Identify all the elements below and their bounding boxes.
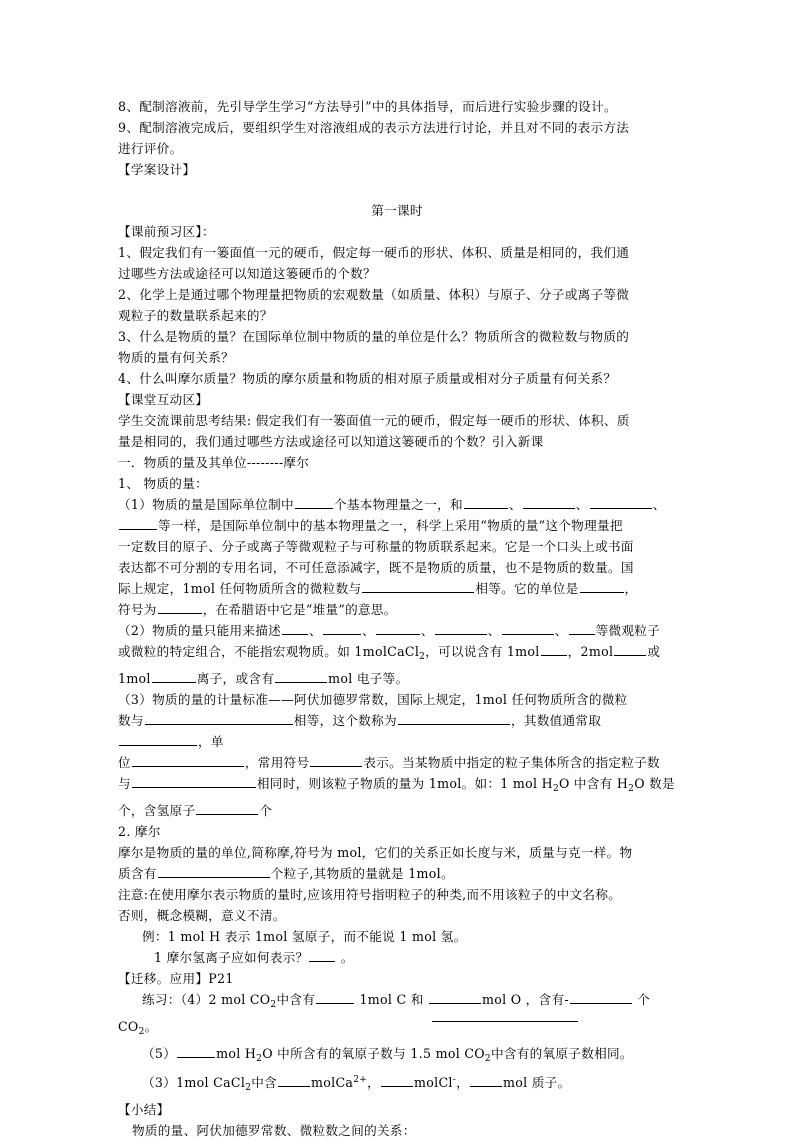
blank[interactable] (398, 711, 510, 725)
blank[interactable] (381, 1073, 413, 1087)
exercise-3: （3）1mol CaCl$_2$中含 molCa$^{2+}$， molCl-， mol 质子。 (142, 1075, 571, 1093)
para1-line-b: 等一样，是国际单位制中的基本物理量之一，科学上采用“物质的量”这个物理量把 (118, 515, 676, 536)
blank[interactable] (278, 1073, 310, 1087)
preview-q2a: 2、化学上是通过哪个物理量把物质的宏观数量（如质量、体积）与原子、分子或离子等微 (118, 287, 630, 302)
preview-q3b: 物质的量有何关系？ (118, 350, 235, 365)
exercise-5: （5） mol $H_2O$ 中所含有的氧原子数与 1.5 mol $CO_2$中含有的氧原子数相同。 (142, 1046, 633, 1064)
blank[interactable] (435, 621, 487, 635)
mole-line-a: 摩尔是物质的量的单位,简称摩,符号为 mol，它们的关系正如长度与米，质量与克一样。物 (118, 845, 633, 860)
exchange-b: 量是相同的，我们通过哪些方法或途径可以知道这篓硬币的个数？引入新课 (118, 434, 544, 449)
blank[interactable] (132, 753, 244, 767)
note-line-a: 注意:在使用摩尔表示物质的量时,应该用符号指明粒子的种类,而不用该粒子的中文名称。 (118, 887, 622, 902)
para1-line-f: 符号为 ，在希腊语中它是“堆量”的意思。 (118, 602, 397, 617)
blank[interactable] (541, 642, 567, 656)
blank[interactable] (376, 621, 420, 635)
para1-line-e: 际上规定，1mol 任何物质所含的微粒数与 相等。它的单位是 ， (118, 581, 638, 596)
spacer (118, 180, 676, 200)
apply-heading: 【迁移。应用】P21 (118, 971, 234, 986)
blank[interactable] (275, 669, 327, 683)
blank[interactable] (158, 600, 202, 614)
para3-line-d: 与 相同时，则该粒子物质的量为 1mol。如：1 mol $H_2O$ 中含有 $H_2O$ 数是 (118, 776, 675, 794)
blank[interactable] (316, 990, 354, 1004)
line-8: 8、配制溶液前，先引导学生学习“方法导引”中的具体指导，而后进行实验步骤的设计。 (118, 99, 617, 114)
preview-q3a: 3、什么是物质的量？在国际单位制中物质的量的单位是什么？物质所含的微粒数与物质的 (118, 329, 630, 344)
para1-line-a: （1）物质的量是国际单位制中 个基本物理量之一，和 、 、 、 (118, 497, 666, 512)
para3-line-b: 数与 相等，这个数称为 ，其数值通常取，单 (118, 713, 602, 749)
blank[interactable] (309, 948, 335, 962)
example-line: 例：1 mol H 表示 1mol 氢原子，而不能说 1 mol 氢。 (142, 929, 467, 944)
interact-heading: 【课堂互动区】 (118, 392, 209, 407)
blank[interactable] (152, 669, 196, 683)
para2-line-a: （2）物质的量只能用来描述 、 、 、 、 、 等微观粒子 (118, 623, 661, 638)
blank[interactable] (569, 621, 595, 635)
line-9b: 进行评价。 (118, 141, 183, 156)
blank[interactable] (119, 516, 157, 530)
note-line-b: 否则，概念模糊，意义不清。 (118, 908, 286, 923)
blank[interactable] (464, 495, 508, 509)
preview-q4: 4、什么叫摩尔质量？物质的摩尔质量和物质的相对原子质量或相对分子质量有何关系？ (118, 371, 617, 386)
design-heading: 【学案设计】 (118, 162, 196, 177)
mole-line-b: 质含有 个粒子,其物质的量就是 1mol。 (118, 866, 454, 881)
preview-q1b: 过哪些方法或途径可以知道这篓硬币的个数？ (118, 266, 376, 281)
h-ion-question: 1 摩尔氢离子应如何表示？ 。 (154, 950, 354, 965)
blank[interactable] (470, 1073, 502, 1087)
exercise-4-line-a: 练习：（4）2 mol $CO_2$中含有 1mol C 和 mol O ，含有- 个 (142, 992, 651, 1010)
blank[interactable] (580, 579, 624, 593)
preview-q2b: 观粒子的数量联系起来的？ (118, 308, 273, 323)
blank[interactable] (570, 990, 632, 1004)
blank[interactable] (614, 642, 646, 656)
section-1-title: 一．物质的量及其单位--------摩尔 (118, 455, 310, 470)
para2-line-b: 或微粒的特定组合，不能指宏观物质。如 1molCaCl$_2$，可以说含有 1mol ，2mol 或 (118, 644, 661, 662)
blank[interactable] (502, 621, 554, 635)
blank[interactable] (132, 774, 256, 788)
blank[interactable] (523, 495, 575, 509)
lesson-title: 第一课时 (371, 203, 423, 218)
subsection-1-title: 1、 物质的量： (118, 476, 208, 491)
blank[interactable] (158, 864, 270, 878)
blank[interactable] (429, 990, 481, 1004)
blank[interactable] (119, 732, 197, 746)
exchange-a: 学生交流课前思考结果: 假定我们有一篓面值一元的硬币，假定每一硬币的形状、体积、质 (118, 413, 630, 428)
blank[interactable] (323, 621, 361, 635)
blank[interactable] (295, 495, 333, 509)
document-page (118, 96, 676, 1141)
summary-heading: 【小结】 (118, 1102, 170, 1117)
para3-line-c: 位 ，常用符号 表示。当某物质中指定的粒子集体所含的指定粒子数 (118, 755, 660, 770)
blank[interactable] (145, 711, 293, 725)
summary-relation: 物质的量、阿伏加德罗常数、微粒数之间的关系： (132, 1123, 416, 1138)
preview-heading: 【课前预习区】： (118, 224, 215, 239)
subsection-2-title: 2. 摩尔 (118, 824, 161, 839)
blank[interactable] (310, 753, 362, 767)
blank[interactable] (196, 801, 258, 815)
blank[interactable] (282, 621, 308, 635)
preview-q1a: 1、假定我们有一篓面值一元的硬币，假定每一硬币的形状、体积、质量是相同的，我们通 (118, 245, 630, 260)
para3-line-a: （3）物质的量的计量标准——阿伏加德罗常数，国际上规定，1mol 任何物质所含的微粒 (118, 692, 628, 707)
para2-line-c: 1mol 离子，或含有 mol 电子等。 (118, 671, 409, 686)
para3-line-e: 个，含氢原子 个 (118, 803, 273, 818)
blank[interactable] (177, 1044, 215, 1058)
blank[interactable] (362, 579, 474, 593)
exercise-4-line-b: $CO_2$。 (118, 1019, 158, 1037)
para1-line-c: 一定数目的原子、分子或离子等微观粒子与可称量的物质联系起来。它是一个口头上或书面 (118, 539, 634, 554)
summary-answer-blank[interactable] (432, 1021, 578, 1022)
line-9a: 9、配制溶液完成后，要组织学生对溶液组成的表示方法进行讨论，并且对不同的表示方法 (118, 120, 630, 135)
para1-line-d: 表达都不可分割的专用名词，不可任意添减字，既不是物质的质量，也不是物质的数量。国 (118, 560, 634, 575)
blank[interactable] (590, 495, 652, 509)
